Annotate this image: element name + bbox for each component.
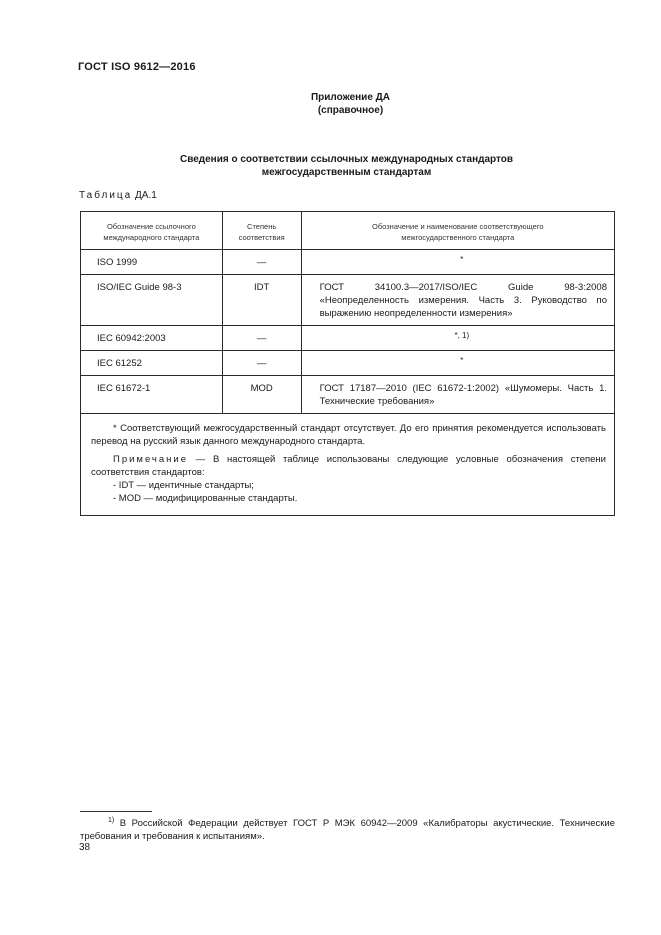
cell-degree: —	[222, 351, 301, 376]
footnote-divider	[80, 811, 152, 812]
standards-table	[80, 211, 615, 516]
cell-gost: ГОСТ 17187—2010 (IEC 61672-1:2002) «Шумомеры. Часть 1. Технические требования»	[301, 376, 614, 414]
header-ref-standard: Обозначение ссылочного международного стандарта	[81, 212, 223, 250]
document-code: ГОСТ ISO 9612—2016	[78, 61, 196, 73]
annex-subtitle: (справочное)	[317, 105, 384, 116]
cell-ref: IEC 61252	[81, 351, 223, 376]
footnote-text: В Российской Федерации действует ГОСТ Р МЭК 60942—2009 «Калибраторы акустические. Технические требования и требования к испытаниям».	[80, 818, 615, 842]
general-note	[91, 453, 606, 479]
cell-gost: *	[301, 351, 614, 376]
table-caption-number: ДА.1	[135, 190, 157, 201]
table-row	[81, 275, 615, 326]
cell-gost: *	[301, 250, 614, 275]
table-caption	[79, 190, 157, 202]
cell-ref: ISO 1999	[81, 250, 223, 275]
cell-gost: *, 1)	[301, 326, 614, 351]
cell-degree: —	[222, 250, 301, 275]
table-caption-word: Таблица	[79, 190, 133, 201]
footnote	[80, 817, 615, 843]
table-row	[81, 351, 615, 376]
note-label: Примечание	[113, 454, 188, 465]
footnote-marker: 1)	[108, 817, 115, 824]
note-mod: - MOD — модифицированные стандарты.	[113, 493, 298, 504]
page-number: 38	[79, 842, 91, 853]
cell-gost: ГОСТ 34100.3—2017/ISO/IEC Guide 98-3:2008 «Неопределенность измерения. Часть 3. Руководство по выражению неопределенности измерения»	[301, 275, 614, 326]
table-row	[81, 376, 615, 414]
cell-ref: IEC 60942:2003	[81, 326, 223, 351]
cell-ref: ISO/IEC Guide 98-3	[81, 275, 223, 326]
section-title-line1: Сведения о соответствии ссылочных международных стандартов	[179, 154, 514, 165]
table-notes	[81, 414, 615, 516]
star-note: * Соответствующий межгосударственный стандарт отсутствует. До его принятия рекомендуется использовать перевод на русский язык данного международного стандарта.	[91, 423, 606, 447]
table-row	[81, 326, 615, 351]
header-degree: Степень соответствия	[222, 212, 301, 250]
header-gost: Обозначение и наименование соответствующего межгосударственного стандарта	[301, 212, 614, 250]
note-text: — В настоящей таблице использованы следующие условные обозначения степени соответствия стандартов:	[91, 454, 606, 478]
cell-ref: IEC 61672-1	[81, 376, 223, 414]
cell-degree: MOD	[222, 376, 301, 414]
note-idt: - IDT — идентичные стандарты;	[113, 480, 254, 491]
cell-degree: —	[222, 326, 301, 351]
section-title-line2: межгосударственным стандартам	[261, 167, 432, 178]
cell-degree: IDT	[222, 275, 301, 326]
section-title	[78, 153, 615, 179]
table-notes-row	[81, 414, 615, 516]
annex-title: Приложение ДА	[310, 92, 391, 103]
table-row	[81, 250, 615, 275]
table-header-row	[81, 212, 615, 250]
